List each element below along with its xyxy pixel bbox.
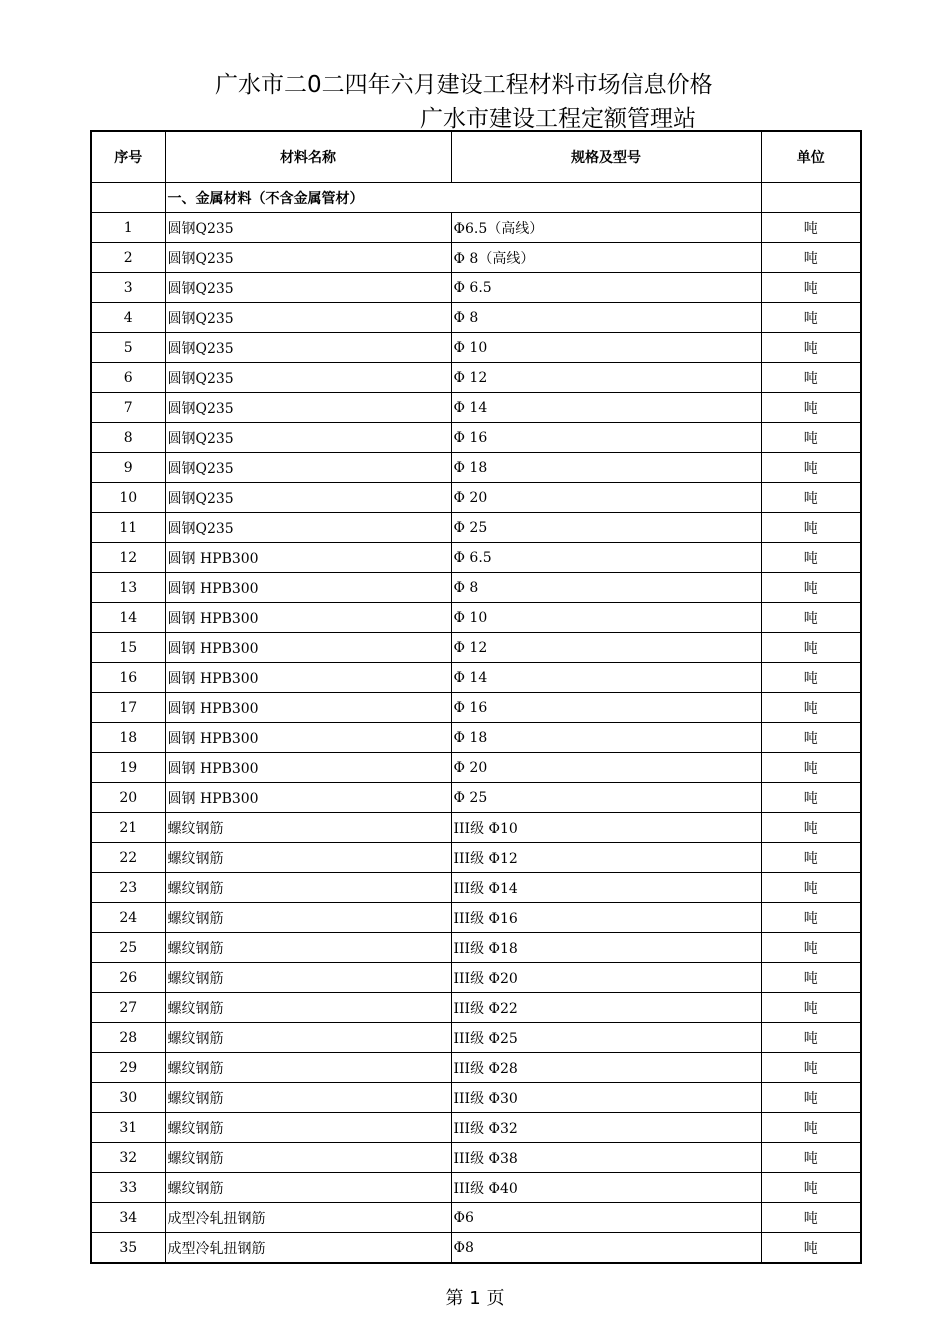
row-name: 螺纹钢筋 [165,1023,451,1053]
row-spec: III级 Φ22 [451,993,761,1023]
table-row [91,813,861,843]
row-num: 11 [91,513,165,543]
row-unit: 吨 [761,213,861,243]
row-num: 22 [91,843,165,873]
row-unit: 吨 [761,243,861,273]
row-unit: 吨 [761,573,861,603]
row-name: 螺纹钢筋 [165,1083,451,1113]
table-row [91,873,861,903]
row-num: 6 [91,363,165,393]
table-row [91,1233,861,1264]
row-spec: III级 Φ25 [451,1023,761,1053]
row-unit: 吨 [761,723,861,753]
row-num: 32 [91,1143,165,1173]
price-table [90,130,862,1264]
row-num: 16 [91,663,165,693]
row-unit: 吨 [761,783,861,813]
row-num: 7 [91,393,165,423]
row-unit: 吨 [761,1113,861,1143]
row-unit: 吨 [761,693,861,723]
row-unit: 吨 [761,543,861,573]
row-spec: Φ 10 [451,603,761,633]
row-unit: 吨 [761,873,861,903]
header-num: 序号 [91,131,165,183]
row-name: 圆钢Q235 [165,273,451,303]
row-name: 螺纹钢筋 [165,963,451,993]
table-row [91,423,861,453]
table-row [91,513,861,543]
row-spec: Φ 14 [451,663,761,693]
row-spec: Φ 8 [451,303,761,333]
table-row [91,933,861,963]
row-unit: 吨 [761,813,861,843]
table-row [91,783,861,813]
row-spec: III级 Φ32 [451,1113,761,1143]
row-spec: Φ 20 [451,483,761,513]
row-name: 圆钢 HPB300 [165,663,451,693]
table-row [91,993,861,1023]
row-spec: Φ 14 [451,393,761,423]
table-row [91,1143,861,1173]
row-name: 圆钢Q235 [165,333,451,363]
row-spec: III级 Φ28 [451,1053,761,1083]
table-row [91,1023,861,1053]
row-name: 圆钢 HPB300 [165,753,451,783]
row-name: 螺纹钢筋 [165,1173,451,1203]
row-unit: 吨 [761,333,861,363]
row-name: 成型冷轧扭钢筋 [165,1233,451,1264]
row-unit: 吨 [761,273,861,303]
row-unit: 吨 [761,393,861,423]
row-name: 圆钢 HPB300 [165,783,451,813]
row-unit: 吨 [761,1053,861,1083]
row-num: 17 [91,693,165,723]
row-spec: III级 Φ12 [451,843,761,873]
row-num: 33 [91,1173,165,1203]
table-row [91,753,861,783]
table-row [91,963,861,993]
row-spec: Φ 12 [451,633,761,663]
row-num: 19 [91,753,165,783]
row-num: 31 [91,1113,165,1143]
page-footer: 第 1 页 [445,1288,505,1309]
row-unit: 吨 [761,753,861,783]
row-unit: 吨 [761,1023,861,1053]
table-row [91,1083,861,1113]
row-unit: 吨 [761,963,861,993]
header-name: 材料名称 [165,131,451,183]
table-row [91,1113,861,1143]
row-name: 圆钢Q235 [165,393,451,423]
row-name: 圆钢Q235 [165,423,451,453]
table-row [91,213,861,243]
table-row [91,453,861,483]
row-spec: III级 Φ14 [451,873,761,903]
row-spec: III级 Φ38 [451,1143,761,1173]
row-spec: III级 Φ20 [451,963,761,993]
row-num: 21 [91,813,165,843]
row-unit: 吨 [761,603,861,633]
section-num-cell [91,183,165,213]
table-row [91,633,861,663]
table-row [91,543,861,573]
row-unit: 吨 [761,303,861,333]
row-spec: III级 Φ40 [451,1173,761,1203]
row-num: 9 [91,453,165,483]
row-spec: Φ 25 [451,783,761,813]
row-num: 5 [91,333,165,363]
section-title: 一、金属材料（不含金属管材） [165,183,761,213]
row-spec: III级 Φ16 [451,903,761,933]
table-row [91,243,861,273]
row-name: 螺纹钢筋 [165,1053,451,1083]
row-num: 35 [91,1233,165,1264]
row-unit: 吨 [761,843,861,873]
row-num: 4 [91,303,165,333]
row-spec: Φ 20 [451,753,761,783]
row-num: 2 [91,243,165,273]
row-name: 圆钢Q235 [165,363,451,393]
row-spec: III级 Φ30 [451,1083,761,1113]
row-spec: Φ 10 [451,333,761,363]
row-num: 1 [91,213,165,243]
row-unit: 吨 [761,363,861,393]
row-unit: 吨 [761,1083,861,1113]
row-spec: Φ6 [451,1203,761,1233]
row-unit: 吨 [761,453,861,483]
row-unit: 吨 [761,423,861,453]
row-unit: 吨 [761,933,861,963]
row-unit: 吨 [761,1143,861,1173]
table-row [91,1203,861,1233]
row-unit: 吨 [761,513,861,543]
table-row [91,1173,861,1203]
row-spec: Φ 25 [451,513,761,543]
page-subtitle: 广水市建设工程定额管理站 [420,106,696,132]
row-name: 螺纹钢筋 [165,933,451,963]
row-unit: 吨 [761,993,861,1023]
row-name: 圆钢Q235 [165,213,451,243]
row-name: 圆钢 HPB300 [165,573,451,603]
row-unit: 吨 [761,1233,861,1264]
row-num: 20 [91,783,165,813]
row-num: 24 [91,903,165,933]
row-name: 圆钢Q235 [165,513,451,543]
row-name: 螺纹钢筋 [165,813,451,843]
row-unit: 吨 [761,663,861,693]
row-spec: Φ 8（高线） [451,243,761,273]
header-spec: 规格及型号 [451,131,761,183]
row-num: 29 [91,1053,165,1083]
row-name: 圆钢Q235 [165,483,451,513]
table-row [91,723,861,753]
table-row [91,663,861,693]
table-row [91,603,861,633]
table-row [91,483,861,513]
row-name: 螺纹钢筋 [165,903,451,933]
row-num: 12 [91,543,165,573]
row-name: 圆钢Q235 [165,303,451,333]
row-name: 圆钢 HPB300 [165,603,451,633]
header-row [91,131,861,183]
row-num: 26 [91,963,165,993]
row-unit: 吨 [761,633,861,663]
table-row [91,693,861,723]
table-row [91,843,861,873]
table-row [91,1053,861,1083]
table-row [91,573,861,603]
row-spec: Φ 18 [451,723,761,753]
row-spec: Φ 18 [451,453,761,483]
row-spec: III级 Φ10 [451,813,761,843]
table-row [91,903,861,933]
row-spec: Φ 16 [451,693,761,723]
table-row [91,363,861,393]
row-name: 圆钢Q235 [165,453,451,483]
row-name: 螺纹钢筋 [165,993,451,1023]
table-row [91,273,861,303]
row-name: 圆钢 HPB300 [165,633,451,663]
row-num: 10 [91,483,165,513]
row-spec: Φ 6.5 [451,543,761,573]
table-row [91,303,861,333]
row-name: 螺纹钢筋 [165,1113,451,1143]
row-spec: Φ 8 [451,573,761,603]
row-spec: Φ6.5（高线） [451,213,761,243]
row-spec: III级 Φ18 [451,933,761,963]
row-name: 螺纹钢筋 [165,843,451,873]
row-num: 3 [91,273,165,303]
row-unit: 吨 [761,1203,861,1233]
row-spec: Φ 16 [451,423,761,453]
row-num: 14 [91,603,165,633]
row-num: 15 [91,633,165,663]
row-num: 18 [91,723,165,753]
row-num: 34 [91,1203,165,1233]
row-num: 28 [91,1023,165,1053]
section-row [91,183,861,213]
row-num: 25 [91,933,165,963]
table-row [91,393,861,423]
table-row [91,333,861,363]
page-title: 广水市二0二四年六月建设工程材料市场信息价格 [215,72,713,98]
row-name: 螺纹钢筋 [165,1143,451,1173]
row-spec: Φ 6.5 [451,273,761,303]
row-num: 30 [91,1083,165,1113]
row-unit: 吨 [761,483,861,513]
row-num: 27 [91,993,165,1023]
row-name: 圆钢 HPB300 [165,543,451,573]
row-num: 8 [91,423,165,453]
row-spec: Φ8 [451,1233,761,1264]
row-name: 成型冷轧扭钢筋 [165,1203,451,1233]
row-num: 23 [91,873,165,903]
section-unit-cell [761,183,861,213]
row-spec: Φ 12 [451,363,761,393]
row-name: 圆钢 HPB300 [165,693,451,723]
row-name: 螺纹钢筋 [165,873,451,903]
row-name: 圆钢 HPB300 [165,723,451,753]
row-unit: 吨 [761,1173,861,1203]
row-num: 13 [91,573,165,603]
row-name: 圆钢Q235 [165,243,451,273]
row-unit: 吨 [761,903,861,933]
header-unit: 单位 [761,131,861,183]
